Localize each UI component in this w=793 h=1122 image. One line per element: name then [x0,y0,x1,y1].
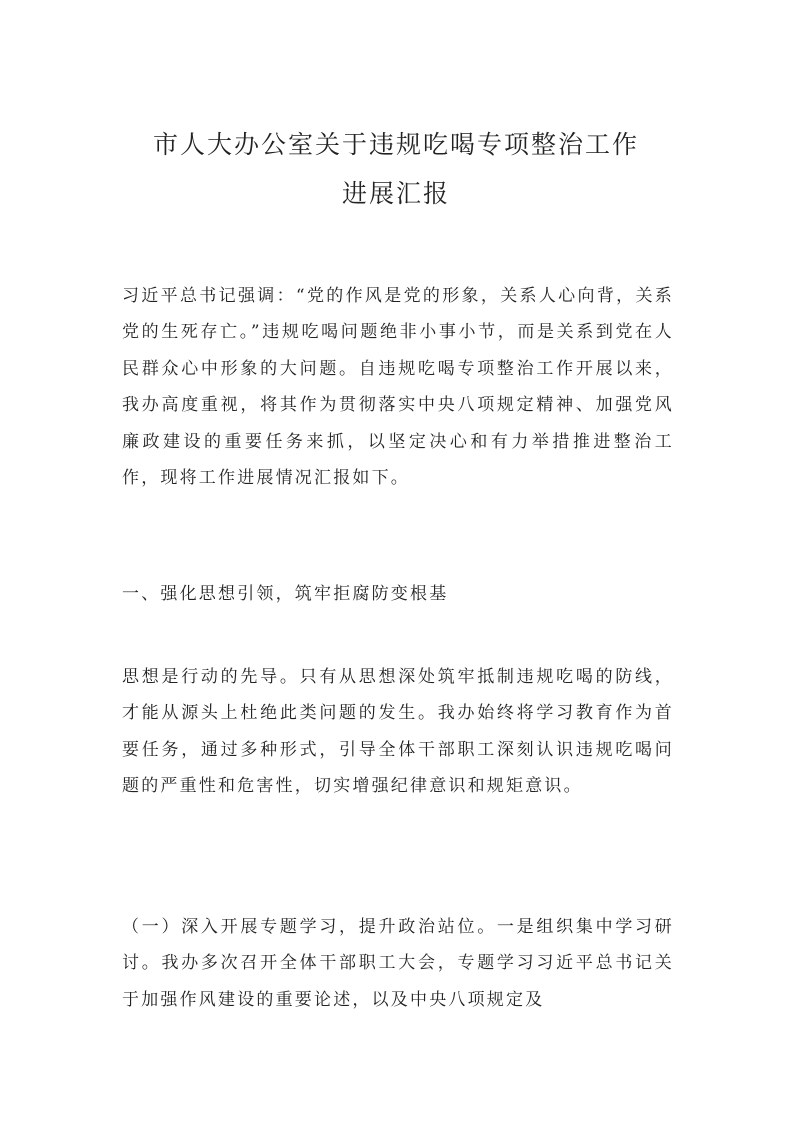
section-heading-1: 一、强化思想引领，筑牢拒腐防变根基 [122,584,449,604]
document-title-line-1: 市人大办公室关于违规吃喝专项整治工作 [152,130,639,159]
subsection-1-paragraph: （一）深入开展专题学习，提升政治站位。一是组织集中学习研讨。我办多次召开全体干部职工大会，专题学习习近平总书记关于加强作风建设的重要论述，以及中央八项规定及 [122,917,674,1010]
document-title-line-2: 进展汇报 [341,179,450,208]
intro-paragraph: 习近平总书记强调：“党的作风是党的形象，关系人心向背，关系党的生死存亡。”违规吃喝问题绝非小事小节，而是关系到党在人民群众心中形象的大问题。自违规吃喝专项整治工作开展以来，我办高度重视，将其作为贯彻落实中央八项规定精神、加强党风廉政建设的重要任务来抓，以坚定决心和有力举措推进整治工作，现将工作进展情况汇报如下。 [122,286,674,489]
section-1-paragraph: 思想是行动的先导。只有从思想深处筑牢抵制违规吃喝的防线，才能从源头上杜绝此类问题的发生。我办始终将学习教育作为首要任务，通过多种形式，引导全体干部职工深刻认识违规吃喝问题的严重性和危害性，切实增强纪律意识和规矩意识。 [122,667,674,797]
